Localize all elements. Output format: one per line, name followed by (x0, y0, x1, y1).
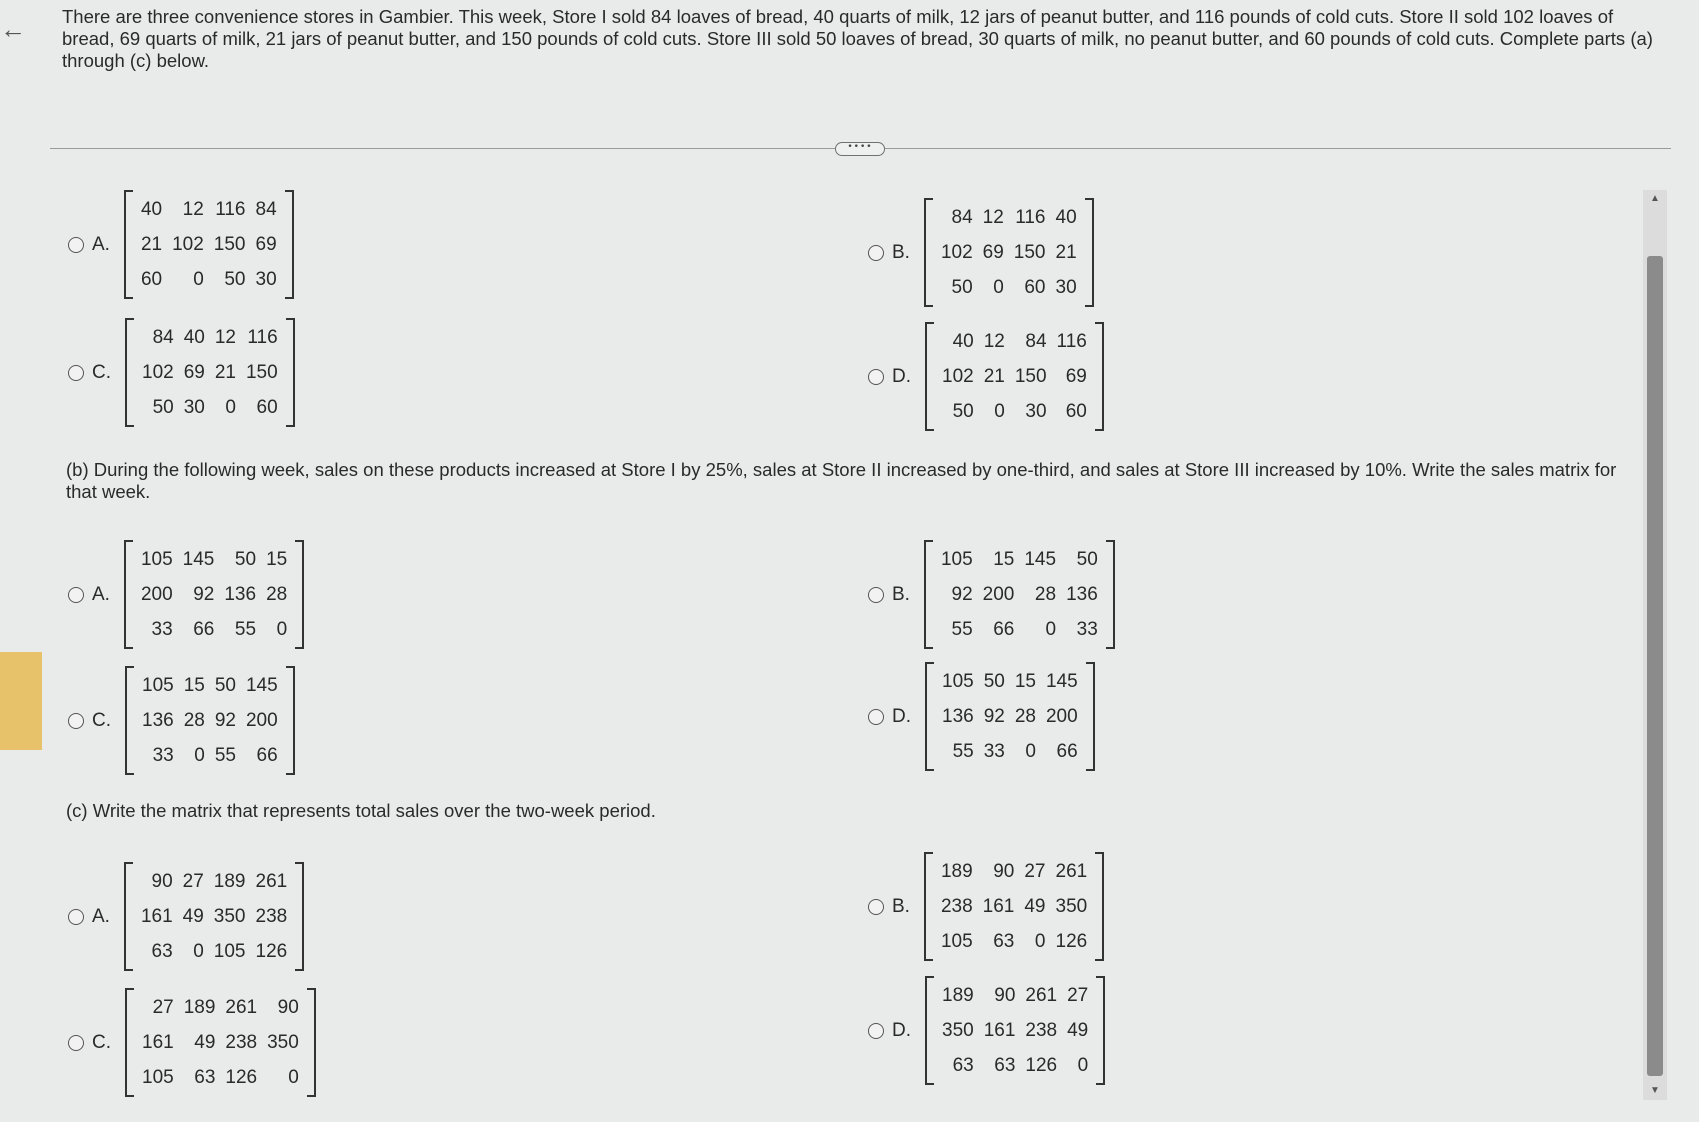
matrix-cell: 30 (183, 397, 205, 418)
matrix (925, 662, 1095, 771)
matrix-cell: 15 (1014, 671, 1036, 692)
matrix-cell: 90 (994, 985, 1016, 1006)
highlight-marker (0, 652, 42, 750)
matrix-cell: 261 (1025, 985, 1058, 1006)
matrix-cell: 84 (951, 207, 973, 228)
matrix-cell: 0 (1034, 931, 1046, 952)
matrix-cell: 238 (255, 906, 288, 927)
matrix-cell: 50 (224, 269, 246, 290)
matrix-row (137, 390, 283, 425)
matrix-cell: 238 (1025, 1020, 1058, 1041)
matrix-cell: 33 (151, 619, 173, 640)
matrix-table (136, 864, 292, 969)
matrix-cell: 33 (983, 741, 1005, 762)
matrix-cell: 50 (952, 401, 974, 422)
matrix-cell: 12 (983, 331, 1005, 352)
matrix-row (136, 934, 292, 969)
matrix-row (937, 359, 1092, 394)
matrix-row (136, 542, 292, 577)
matrix-cell: 49 (182, 906, 204, 927)
matrix-table (937, 664, 1083, 769)
option-letter: A. (92, 905, 110, 927)
matrix-cell: 63 (952, 1055, 974, 1076)
scroll-up-icon[interactable]: ▲ (1650, 193, 1660, 204)
matrix-cell: 84 (152, 327, 174, 348)
matrix-cell: 145 (1024, 549, 1057, 570)
matrix-row (936, 924, 1092, 959)
matrix-table (937, 324, 1092, 429)
matrix-cell: 150 (1013, 242, 1046, 263)
matrix-cell: 15 (993, 549, 1015, 570)
matrix-table (136, 192, 282, 297)
matrix-cell: 0 (1045, 619, 1057, 640)
matrix-cell: 84 (1025, 331, 1047, 352)
matrix-cell: 0 (993, 277, 1004, 298)
matrix-cell: 21 (1055, 242, 1077, 263)
radio-icon[interactable] (868, 369, 884, 385)
matrix-cell: 105 (142, 1067, 174, 1088)
option-letter: B. (892, 895, 910, 917)
matrix-row (937, 664, 1083, 699)
matrix-cell: 136 (224, 584, 257, 605)
matrix-cell: 105 (940, 549, 973, 570)
matrix-cell: 27 (1024, 861, 1046, 882)
matrix-cell: 49 (194, 1032, 216, 1053)
matrix (924, 198, 1094, 307)
matrix-cell: 189 (213, 871, 246, 892)
matrix-cell: 0 (994, 401, 1005, 422)
matrix-cell: 92 (951, 584, 973, 605)
matrix-row (136, 227, 282, 262)
matrix-row (936, 235, 1082, 270)
matrix-row (136, 612, 292, 647)
matrix-cell: 161 (983, 1020, 1016, 1041)
matrix-cell: 66 (1056, 741, 1078, 762)
matrix-cell: 30 (1055, 277, 1077, 298)
option-letter: A. (92, 583, 110, 605)
matrix-cell: 92 (983, 706, 1005, 727)
matrix-cell: 0 (194, 745, 205, 766)
matrix-cell: 350 (213, 906, 246, 927)
matrix-cell: 50 (152, 397, 174, 418)
matrix-cell: 102 (172, 234, 204, 255)
option-letter: D. (892, 365, 911, 387)
matrix-row (136, 577, 292, 612)
matrix-table (137, 320, 283, 425)
matrix-row (137, 703, 283, 738)
option-letter: D. (892, 1019, 911, 1041)
matrix-cell: 40 (183, 327, 205, 348)
scrollbar-thumb[interactable] (1647, 256, 1663, 1076)
matrix-cell: 116 (1015, 207, 1046, 228)
matrix-row (137, 355, 283, 390)
vertical-scrollbar[interactable] (1643, 190, 1667, 1100)
option-a-part-b[interactable] (68, 540, 304, 649)
matrix-cell: 200 (245, 710, 278, 731)
option-b-part-c[interactable] (868, 852, 1104, 961)
matrix-cell: 200 (982, 584, 1015, 605)
matrix-cell: 238 (940, 896, 973, 917)
matrix-cell: 60 (256, 397, 278, 418)
matrix-cell: 102 (942, 366, 974, 387)
matrix-cell: 63 (994, 1055, 1016, 1076)
matrix-row (937, 1048, 1093, 1083)
radio-icon[interactable] (68, 587, 84, 603)
matrix-cell: 28 (1034, 584, 1057, 605)
matrix-cell: 60 (1024, 277, 1046, 298)
matrix-cell: 150 (245, 362, 278, 383)
matrix-cell: 21 (214, 362, 236, 383)
matrix-cell: 50 (1076, 549, 1098, 570)
radio-icon[interactable] (868, 709, 884, 725)
option-d-part-a[interactable] (868, 322, 1104, 431)
matrix-cell: 21 (983, 366, 1005, 387)
matrix (125, 666, 295, 775)
matrix-cell: 60 (140, 269, 163, 290)
matrix-cell: 350 (267, 1032, 299, 1053)
matrix-row (137, 1025, 304, 1060)
matrix-cell: 92 (214, 710, 236, 731)
matrix (124, 190, 294, 299)
matrix-cell: 105 (942, 671, 974, 692)
matrix-row (936, 270, 1082, 305)
matrix-row (137, 320, 283, 355)
matrix-cell: 126 (255, 941, 288, 962)
matrix-cell: 261 (1055, 861, 1088, 882)
matrix-cell: 28 (266, 584, 288, 605)
matrix-cell: 150 (213, 234, 246, 255)
matrix-cell: 200 (140, 584, 173, 605)
scroll-down-icon[interactable]: ▼ (1650, 1085, 1660, 1096)
matrix-cell: 40 (952, 331, 974, 352)
option-a-part-a[interactable] (68, 190, 294, 299)
matrix-row (137, 1060, 304, 1095)
matrix-cell: 145 (245, 675, 278, 696)
matrix-cell: 84 (255, 199, 277, 220)
matrix-cell: 15 (266, 549, 288, 570)
matrix-cell: 90 (151, 871, 173, 892)
matrix-table (936, 542, 1103, 647)
matrix-cell: 0 (276, 619, 288, 640)
matrix-cell: 60 (1065, 401, 1087, 422)
option-letter: C. (92, 361, 111, 383)
option-b-part-b[interactable] (868, 540, 1115, 649)
matrix-cell: 261 (225, 997, 258, 1018)
matrix-cell: 0 (193, 941, 204, 962)
matrix-row (936, 200, 1082, 235)
matrix-cell: 126 (225, 1067, 258, 1088)
matrix-cell: 145 (1045, 671, 1078, 692)
matrix-cell: 27 (1067, 985, 1089, 1006)
matrix-cell: 49 (1024, 896, 1046, 917)
option-d-part-b[interactable] (868, 662, 1095, 771)
matrix-cell: 28 (1014, 706, 1036, 727)
matrix-cell: 0 (1077, 1055, 1089, 1076)
matrix-cell: 116 (1056, 331, 1087, 352)
matrix-cell: 40 (140, 199, 163, 220)
matrix-cell: 116 (247, 327, 278, 348)
matrix-cell: 105 (940, 931, 973, 952)
matrix-cell: 0 (288, 1067, 299, 1088)
matrix-cell: 15 (183, 675, 205, 696)
matrix-cell: 69 (1065, 366, 1087, 387)
matrix-cell: 0 (225, 397, 236, 418)
matrix-cell: 105 (140, 549, 173, 570)
matrix-table (936, 200, 1082, 305)
matrix-cell: 69 (183, 362, 205, 383)
matrix-cell: 50 (214, 675, 236, 696)
matrix-cell: 21 (140, 234, 163, 255)
matrix-cell: 189 (942, 985, 974, 1006)
expand-button[interactable]: •••• (835, 142, 885, 156)
matrix-cell: 0 (1025, 741, 1036, 762)
matrix-cell: 189 (183, 997, 216, 1018)
matrix-cell: 55 (951, 619, 973, 640)
question-part-c: (c) Write the matrix that represents total sales over the two-week period. (66, 800, 656, 821)
matrix-cell: 136 (1066, 584, 1098, 605)
matrix-cell: 69 (255, 234, 277, 255)
matrix-cell: 66 (993, 619, 1015, 640)
matrix-cell: 30 (1025, 401, 1047, 422)
matrix-cell: 105 (142, 675, 174, 696)
radio-icon[interactable] (868, 1023, 884, 1039)
option-b-part-a[interactable] (868, 198, 1094, 307)
matrix-cell: 350 (942, 1020, 974, 1041)
matrix-cell: 33 (1076, 619, 1098, 640)
radio-icon[interactable] (68, 713, 84, 729)
matrix-cell: 238 (225, 1032, 258, 1053)
option-letter: B. (892, 583, 910, 605)
matrix-table (936, 854, 1092, 959)
matrix-cell: 40 (1055, 207, 1077, 228)
matrix (125, 988, 316, 1097)
matrix-row (136, 899, 292, 934)
matrix-cell: 150 (1014, 366, 1047, 387)
matrix-table (937, 978, 1093, 1083)
matrix-row (937, 978, 1093, 1013)
matrix-row (137, 990, 304, 1025)
matrix-cell: 161 (140, 906, 173, 927)
matrix-cell: 102 (940, 242, 973, 263)
matrix-cell: 55 (234, 619, 257, 640)
matrix-cell: 261 (255, 871, 288, 892)
matrix-cell: 33 (152, 745, 174, 766)
matrix-cell: 12 (182, 199, 204, 220)
option-letter: C. (92, 1031, 111, 1053)
matrix-row (936, 542, 1103, 577)
matrix (124, 540, 304, 649)
matrix (925, 976, 1105, 1085)
matrix-row (937, 1013, 1093, 1048)
option-c-part-c[interactable] (68, 988, 316, 1097)
radio-icon[interactable] (868, 587, 884, 603)
matrix-table (137, 990, 304, 1095)
option-d-part-c[interactable] (868, 976, 1105, 1085)
option-letter: D. (892, 705, 911, 727)
matrix-cell: 27 (152, 997, 174, 1018)
option-letter: A. (92, 233, 110, 255)
matrix-cell: 145 (182, 549, 215, 570)
matrix-cell: 200 (1045, 706, 1078, 727)
option-c-part-a[interactable] (68, 318, 295, 427)
matrix-cell: 55 (214, 745, 236, 766)
matrix (925, 322, 1104, 431)
matrix-cell: 105 (213, 941, 246, 962)
matrix-cell: 161 (982, 896, 1015, 917)
option-letter: B. (892, 241, 910, 263)
option-a-part-c[interactable] (68, 862, 304, 971)
matrix-table (136, 542, 292, 647)
problem-statement: There are three convenience stores in Gambier. This week, Store I sold 84 loaves of bread, 40 quarts of milk, 12 jars of peanut butter, and 116 pounds of cold cuts. Store II sold 102 loaves of bread, 69 quarts of milk, 21 jars of peanut butter, and 150 pounds of cold cuts. Store III sold 50 loaves of bread, 30 quarts of milk, no peanut butter, and 60 pounds of cold cuts. Complete parts (a) through (c) below. (62, 6, 1653, 71)
matrix (924, 852, 1104, 961)
question-part-b: (b) During the following week, sales on these products increased at Store I by 25%, sales at Store II increased by one-third, and sales at Store III increased by 10%. Write the sales matrix for that week. (66, 459, 1617, 502)
radio-icon[interactable] (868, 245, 884, 261)
matrix (125, 318, 295, 427)
matrix-row (937, 394, 1092, 429)
matrix-cell: 102 (142, 362, 174, 383)
radio-icon[interactable] (68, 365, 84, 381)
back-arrow-icon[interactable]: ← (0, 14, 26, 44)
matrix-cell: 50 (951, 277, 973, 298)
matrix-cell: 55 (952, 741, 974, 762)
matrix-cell: 12 (982, 207, 1004, 228)
matrix-row (936, 854, 1092, 889)
matrix-cell: 50 (234, 549, 257, 570)
matrix-cell: 116 (215, 199, 246, 220)
matrix-row (136, 262, 282, 297)
radio-icon[interactable] (868, 899, 884, 915)
radio-icon[interactable] (68, 1035, 84, 1051)
matrix-cell: 126 (1055, 931, 1088, 952)
radio-icon[interactable] (68, 909, 84, 925)
radio-icon[interactable] (68, 237, 84, 253)
matrix-cell: 27 (182, 871, 204, 892)
matrix-row (937, 734, 1083, 769)
matrix-row (137, 668, 283, 703)
matrix-cell: 49 (1067, 1020, 1089, 1041)
matrix-cell: 63 (993, 931, 1015, 952)
matrix-row (936, 577, 1103, 612)
matrix-row (137, 738, 283, 773)
matrix-cell: 136 (942, 706, 974, 727)
option-letter: C. (92, 709, 111, 731)
matrix (124, 862, 304, 971)
matrix-cell: 69 (982, 242, 1004, 263)
matrix-cell: 189 (940, 861, 973, 882)
matrix-cell: 50 (983, 671, 1005, 692)
matrix-row (136, 192, 282, 227)
matrix-row (937, 324, 1092, 359)
matrix-cell: 28 (183, 710, 205, 731)
matrix-cell: 92 (193, 584, 215, 605)
matrix-cell: 161 (142, 1032, 174, 1053)
matrix-cell: 12 (214, 327, 236, 348)
matrix (924, 540, 1115, 649)
matrix-row (936, 889, 1092, 924)
matrix-row (937, 699, 1083, 734)
matrix-cell: 90 (277, 997, 299, 1018)
matrix-row (136, 864, 292, 899)
matrix-cell: 30 (255, 269, 277, 290)
matrix-cell: 0 (193, 269, 204, 290)
matrix-table (137, 668, 283, 773)
matrix-cell: 66 (193, 619, 215, 640)
matrix-cell: 66 (256, 745, 278, 766)
matrix-cell: 350 (1055, 896, 1088, 917)
matrix-cell: 63 (151, 941, 173, 962)
matrix-cell: 126 (1025, 1055, 1058, 1076)
option-c-part-b[interactable] (68, 666, 295, 775)
matrix-cell: 90 (993, 861, 1015, 882)
matrix-cell: 63 (194, 1067, 216, 1088)
matrix-row (936, 612, 1103, 647)
matrix-cell: 136 (142, 710, 174, 731)
